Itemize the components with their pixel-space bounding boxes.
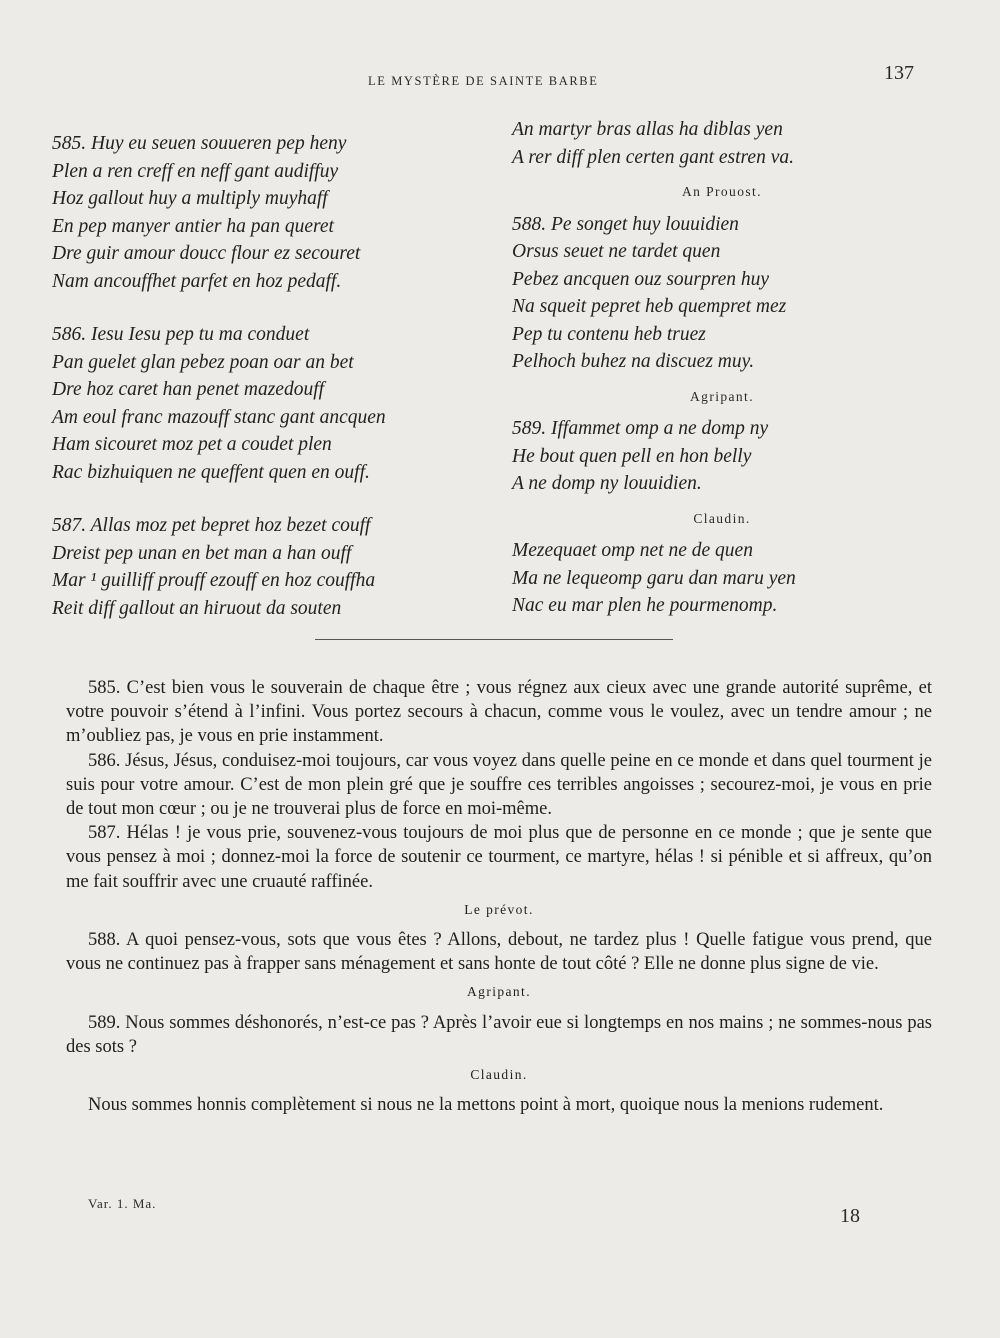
- verse-line: Ham sicouret moz pet a coudet plen: [52, 434, 332, 455]
- speaker-heading: Agripant.: [690, 388, 754, 404]
- verse-line: 586. Iesu Iesu pep tu ma conduet: [52, 324, 310, 345]
- verse-line: Pelhoch buhez na discuez muy.: [512, 351, 755, 372]
- verse-line: 585. Huy eu seuen souueren pep heny: [52, 133, 347, 154]
- verse-line: Pebez ancquen ouz sourpren huy: [512, 268, 770, 290]
- verse-line: Mezequaet omp net ne de quen: [512, 540, 753, 561]
- verse-line: En pep manyer antier ha pan queret: [52, 215, 334, 237]
- translation-paragraph-585: 585. C’est bien vous le souverain de chaque être ; vous régnez aux cieux avec une grande autorité suprême, et votre pouvoir s’étend à l’infini. Vous portez secours à chacun, comme vous le voulez, avec un tendre amour ; ne m’oubliez pas, je vous en prie instamment.: [66, 678, 932, 747]
- stanza-586: [52, 321, 492, 486]
- translation-paragraph-586: 586. Jésus, Jésus, conduisez-moi toujours, car vous voyez dans quelle peine en ce monde et dans quel tourment je suis pour votre amour. C’est de mon plein gré que je souffre ces terribles angoisses ; secourez-moi, je vous en prie de tout mon cœur ; ou je ne trouverai plus de force en moi-même.: [66, 750, 932, 820]
- verse-line: An martyr bras allas ha diblas yen: [512, 119, 783, 140]
- verse-line: Mar ¹ guilliff prouff ezouff en hoz couffha: [52, 570, 376, 591]
- verse-line: Rac bizhuiquen ne queffent quen en ouff.: [52, 461, 370, 483]
- stanza-587: [52, 512, 492, 622]
- verse-line: 587. Allas moz pet bepret hoz bezet couff: [52, 515, 371, 536]
- translation-paragraph-587: 587. Hélas ! je vous prie, souvenez-vous toujours de moi plus que de personne en ce monde ; que je sente que vous pensez à moi ; donnez-moi la force de soutenir ce tourment, ce martyre, hélas ! si pénible et si affreux, qu’on me fait souffrir avec une cruauté raffinée.: [66, 823, 932, 892]
- verse-line: 588. Pe songet huy louuidien: [512, 213, 739, 235]
- verse-line: Pan guelet glan pebez poan oar an bet: [52, 351, 354, 373]
- verse-line: Reit diff gallout an hiruout da souten: [52, 597, 342, 619]
- variant-footnote: Var. 1. Ma.: [88, 1196, 157, 1211]
- translation-paragraph-589: 589. Nous sommes déshonorés, n’est-ce pas ? Après l’avoir eue si longtemps en nos mains ; ne sommes-nous pas des sots ?: [66, 1012, 932, 1057]
- verse-line: Hoz gallout huy a multiply muyhaff: [52, 188, 328, 209]
- translation-paragraph-588: 588. A quoi pensez-vous, sots que vous êtes ? Allons, debout, ne tardez plus ! Quelle fatigue vous prend, que vous ne continuez pas à frapper sans ménagement et sans honte de tout côté ? Elle ne donne plus signe de vie.: [66, 930, 932, 975]
- page-number: 137: [884, 62, 914, 84]
- french-translation: [66, 676, 932, 1117]
- verse-line: He bout quen pell en hon belly: [512, 445, 752, 467]
- speaker-heading: Le prévot.: [464, 901, 534, 917]
- verse-line: A ne domp ny louuidien.: [512, 473, 702, 494]
- breton-left-column: [52, 130, 492, 622]
- signature-mark: 18: [840, 1205, 860, 1227]
- verse-line: 589. Iffammet omp a ne domp ny: [512, 418, 769, 439]
- stanza-585: [52, 130, 492, 295]
- verse-line: Plen a ren creff en neff gant audiffuy: [52, 160, 339, 182]
- speaker-heading: Agripant.: [467, 984, 531, 1000]
- speaker-heading: Claudin.: [693, 510, 751, 526]
- breton-right-column: [512, 116, 932, 620]
- verse-line: Nac eu mar plen he pourmenomp.: [512, 595, 778, 616]
- running-title: LE MYSTÈRE DE SAINTE BARBE: [368, 74, 599, 88]
- verse-line: Nam ancouffhet parfet en hoz pedaff.: [52, 270, 342, 292]
- verse-line: Dre hoz caret han penet mazedouff: [52, 379, 325, 400]
- verse-line: Pep tu contenu heb truez: [512, 323, 706, 345]
- speaker-heading: An Prouost.: [682, 184, 762, 199]
- section-divider: [315, 639, 673, 640]
- verse-line: Am eoul franc mazouff stanc gant ancquen: [52, 406, 386, 428]
- translation-paragraph-claudin: Nous sommes honnis complètement si nous ne la mettons point à mort, quoique nous la menions rudement.: [88, 1095, 884, 1116]
- verse-line: Dreist pep unan en bet man a han ouff: [52, 542, 352, 564]
- verse-line: Dre guir amour doucc flour ez secouret: [52, 243, 361, 264]
- speaker-heading: Claudin.: [470, 1067, 528, 1083]
- verse-line: A rer diff plen certen gant estren va.: [512, 146, 794, 168]
- verse-line: Na squeit pepret heb quempret mez: [512, 296, 787, 317]
- verse-line: Orsus seuet ne tardet quen: [512, 241, 721, 262]
- verse-line: Ma ne lequeomp garu dan maru yen: [512, 567, 796, 589]
